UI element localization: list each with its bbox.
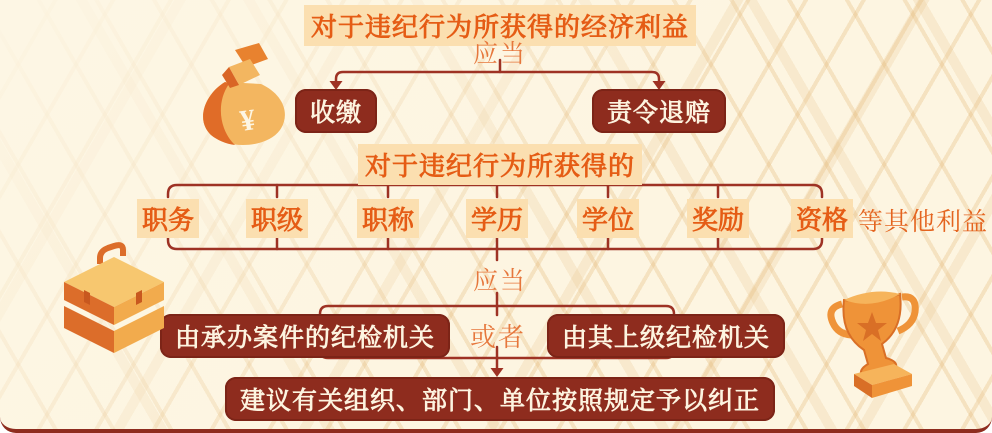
- items-bracket-bottom: [168, 236, 822, 260]
- outcome-confiscate-box: 收缴: [295, 89, 377, 133]
- handler-case-organ-box: 由承办案件的纪检机关: [160, 314, 450, 358]
- items-suffix-label: 等其他利益: [858, 209, 989, 236]
- modal-yingdang-other: 应当: [472, 268, 528, 295]
- briefcase-icon: [48, 230, 178, 358]
- item-award: 奖励: [687, 199, 749, 238]
- item-position: 职务: [137, 199, 199, 238]
- modal-yingdang-economic: 应当: [472, 41, 528, 68]
- item-title: 职称: [357, 199, 419, 238]
- outcome-order-restitution-box: 责令退赔: [592, 89, 726, 133]
- item-education: 学历: [466, 199, 528, 238]
- conclusion-box: 建议有关组织、部门、单位按照规定予以纠正: [225, 377, 775, 421]
- item-degree: 学位: [577, 199, 639, 238]
- money-bag-icon: [183, 42, 298, 150]
- trophy-icon: [816, 282, 938, 404]
- other-benefit-title: 对于违纪行为所获得的: [358, 144, 642, 185]
- yen-symbol: ¥: [237, 103, 258, 138]
- conjunction-or-label: 或者: [469, 323, 527, 352]
- economic-benefit-title: 对于违纪行为所获得的经济利益: [304, 5, 696, 46]
- item-qualification: 资格: [791, 199, 853, 238]
- item-rank: 职级: [246, 199, 308, 238]
- handler-superior-organ-box: 由其上级纪检机关: [547, 314, 785, 358]
